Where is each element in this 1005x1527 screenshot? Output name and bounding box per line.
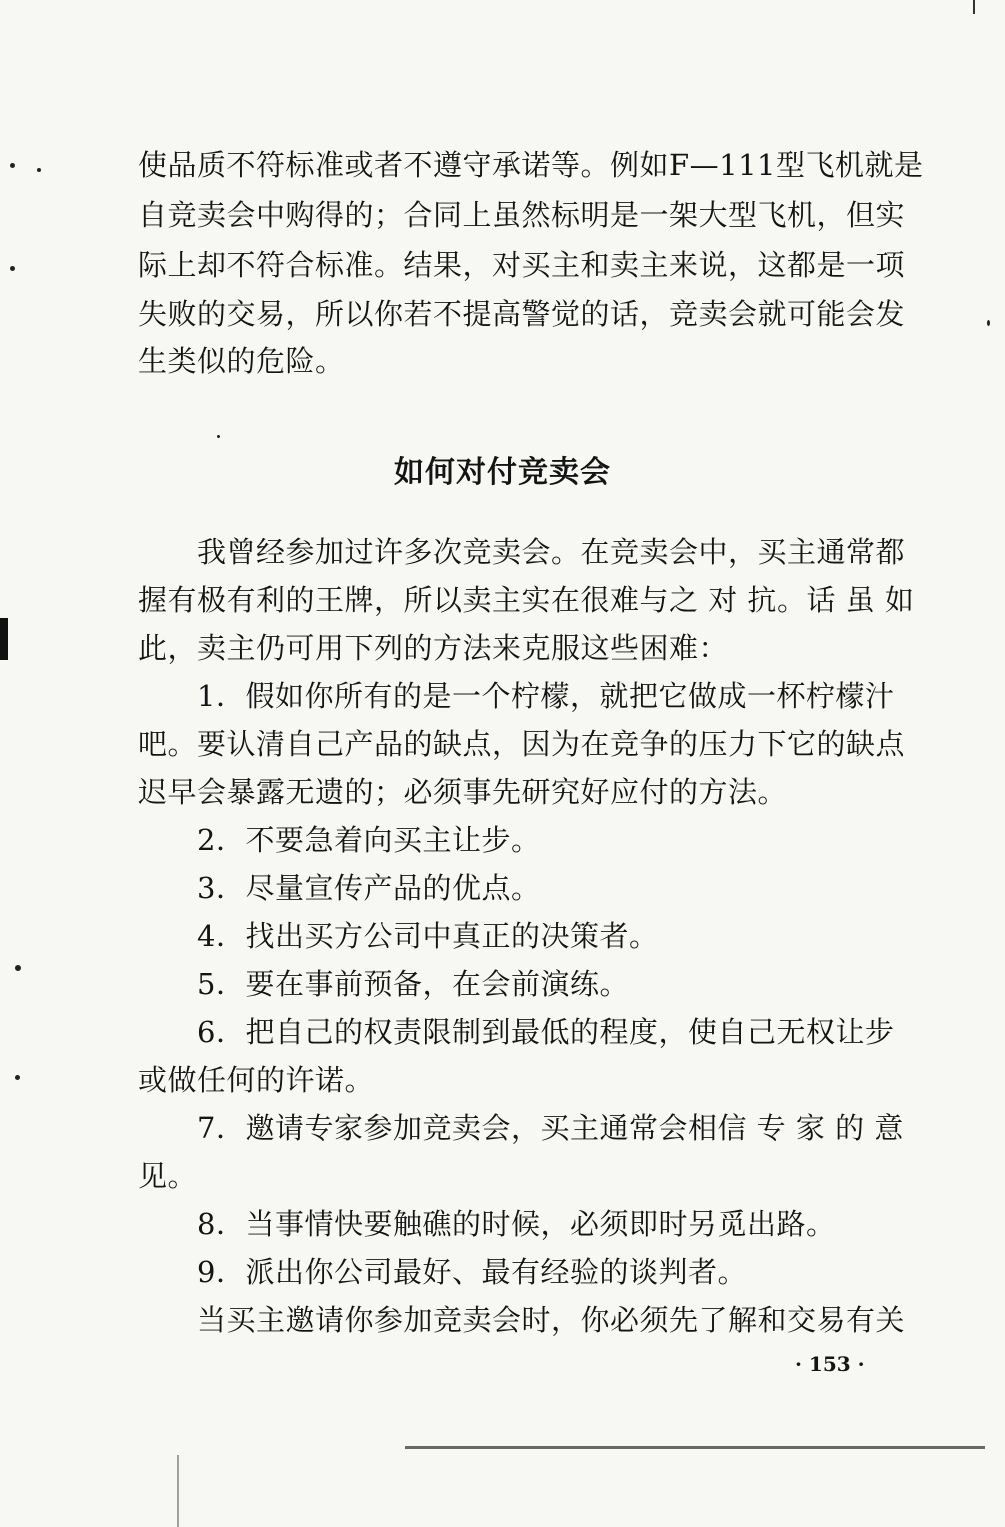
scan-speck (15, 1075, 20, 1080)
list-item-7: 7．邀请专家参加竞卖会，买主通常会相信 专 家 的 意 (138, 1111, 904, 1145)
text-line: 迟早会暴露无遗的；必须事先研究好应付的方法。 (138, 775, 788, 809)
list-item-1: 1．假如你所有的是一个柠檬，就把它做成一杯柠檬汁 (138, 679, 895, 713)
section-heading: 如何对付竞卖会 (394, 455, 611, 490)
scan-edge-mark (0, 618, 8, 660)
scan-rule (177, 1455, 179, 1527)
text-line: 使品质不符标准或者不遵守承诺等。例如F—111型飞机就是 (138, 148, 924, 182)
scan-rule (405, 1446, 985, 1449)
text-line: 当买主邀请你参加竞卖会时，你必须先了解和交易有关 (138, 1303, 906, 1337)
list-item-5: 5．要在事前预备，在会前演练。 (138, 967, 629, 1001)
list-item-9: 9．派出你公司最好、最有经验的谈判者。 (138, 1255, 747, 1289)
list-item-2: 2．不要急着向买主让步。 (138, 823, 541, 857)
text-line: 际上却不符合标准。结果，对买主和卖主来说，这都是一项 (138, 248, 906, 282)
scan-speck (217, 435, 220, 438)
text-line: 吧。要认清自己产品的缺点，因为在竞争的压力下它的缺点 (138, 727, 906, 761)
text-line: 自竞卖会中购得的；合同上虽然标明是一架大型飞机，但实 (138, 198, 906, 232)
text-line: 生类似的危险。 (138, 344, 345, 378)
scan-speck (10, 163, 15, 168)
scan-speck (15, 965, 21, 971)
page-number: · 153 · (795, 1352, 865, 1376)
text-line: 我曾经参加过许多次竞卖会。在竞卖会中，买主通常都 (138, 535, 906, 569)
text-line: 失败的交易，所以你若不提高警觉的话，竞卖会就可能会发 (138, 297, 906, 331)
text-line: 或做任何的许诺。 (138, 1063, 375, 1097)
scan-speck (987, 320, 990, 326)
list-item-3: 3．尽量宣传产品的优点。 (138, 871, 541, 905)
scan-mark (973, 0, 975, 14)
text-line: 见。 (138, 1159, 198, 1193)
scan-speck (37, 168, 41, 172)
list-item-6: 6．把自己的权责限制到最低的程度，使自己无权让步 (138, 1015, 895, 1049)
text-line: 此，卖主仍可用下列的方法来克服这些困难： (138, 631, 729, 665)
list-item-4: 4．找出买方公司中真正的决策者。 (138, 919, 659, 953)
scan-speck (10, 266, 15, 271)
list-item-8: 8．当事情快要触礁的时候，必须即时另觅出路。 (138, 1207, 836, 1241)
text-line: 握有极有利的王牌，所以卖主实在很难与之 对 抗。话 虽 如 (138, 583, 915, 617)
